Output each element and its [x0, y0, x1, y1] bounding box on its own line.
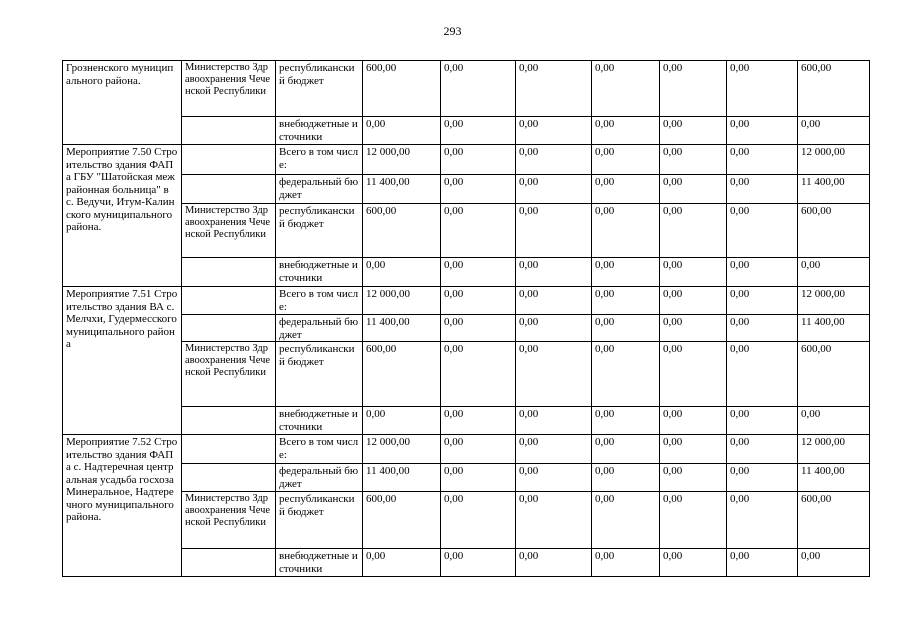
- amount-cell: 0,00: [727, 287, 798, 315]
- amount-cell: 12 000,00: [363, 145, 441, 175]
- amount-cell: 0,00: [727, 61, 798, 117]
- amount-cell: 0,00: [798, 117, 870, 145]
- amount-cell: 0,00: [516, 464, 592, 492]
- amount-cell: 0,00: [516, 407, 592, 435]
- funding-source-cell: федеральный бюджет: [276, 315, 363, 342]
- amount-cell: 0,00: [592, 61, 660, 117]
- funding-source-cell: внебюджетные источники: [276, 549, 363, 577]
- amount-cell: 0,00: [516, 117, 592, 145]
- page-number: 293: [443, 24, 462, 38]
- funding-source-cell: внебюджетные источники: [276, 407, 363, 435]
- amount-cell: 0,00: [660, 464, 727, 492]
- amount-cell: 0,00: [660, 204, 727, 258]
- amount-cell: 0,00: [516, 287, 592, 315]
- amount-cell: 12 000,00: [798, 145, 870, 175]
- funding-source-cell: Всего в том числе:: [276, 287, 363, 315]
- executor-cell: [182, 407, 276, 435]
- table-row: [63, 258, 870, 287]
- amount-cell: 0,00: [660, 117, 727, 145]
- amount-cell: 11 400,00: [798, 315, 870, 342]
- amount-cell: 0,00: [592, 549, 660, 577]
- amount-cell: 11 400,00: [363, 464, 441, 492]
- funding-source-cell: республиканский бюджет: [276, 492, 363, 549]
- amount-cell: 11 400,00: [798, 175, 870, 204]
- amount-cell: 600,00: [798, 61, 870, 117]
- amount-cell: 0,00: [441, 145, 516, 175]
- amount-cell: 0,00: [592, 287, 660, 315]
- amount-cell: 0,00: [592, 435, 660, 464]
- amount-cell: 0,00: [727, 435, 798, 464]
- amount-cell: 0,00: [516, 342, 592, 407]
- budget-table: [62, 60, 870, 577]
- amount-cell: 0,00: [516, 492, 592, 549]
- amount-cell: 11 400,00: [363, 315, 441, 342]
- amount-cell: 600,00: [363, 61, 441, 117]
- amount-cell: 0,00: [727, 315, 798, 342]
- amount-cell: 0,00: [660, 61, 727, 117]
- amount-cell: 0,00: [441, 549, 516, 577]
- amount-cell: 0,00: [592, 407, 660, 435]
- table-row: [63, 342, 870, 407]
- amount-cell: 0,00: [727, 407, 798, 435]
- amount-cell: 600,00: [798, 492, 870, 549]
- amount-cell: 0,00: [516, 204, 592, 258]
- amount-cell: 0,00: [727, 175, 798, 204]
- funding-source-cell: федеральный бюджет: [276, 464, 363, 492]
- amount-cell: 12 000,00: [798, 287, 870, 315]
- amount-cell: 0,00: [660, 435, 727, 464]
- amount-cell: 0,00: [798, 258, 870, 287]
- executor-cell: [182, 315, 276, 342]
- amount-cell: 0,00: [727, 492, 798, 549]
- funding-source-cell: республиканский бюджет: [276, 342, 363, 407]
- amount-cell: 0,00: [660, 287, 727, 315]
- amount-cell: 600,00: [363, 342, 441, 407]
- amount-cell: 0,00: [592, 464, 660, 492]
- table-row: [63, 464, 870, 492]
- amount-cell: 0,00: [363, 258, 441, 287]
- amount-cell: 0,00: [441, 315, 516, 342]
- amount-cell: 0,00: [516, 258, 592, 287]
- table-row: [63, 315, 870, 342]
- amount-cell: 0,00: [441, 204, 516, 258]
- amount-cell: 0,00: [441, 492, 516, 549]
- amount-cell: 600,00: [798, 342, 870, 407]
- measure-name-cell: Мероприятие 7.50 Строительство здания ФАПа ГБУ "Шатойская межрайонная больница" в с. Ведучи, Итум-Калинского муниципального района.: [63, 145, 182, 287]
- amount-cell: 0,00: [727, 145, 798, 175]
- table-row: [63, 61, 870, 117]
- measure-name-cell: Мероприятие 7.52 Строительство здания ФАПа с. Надтеречная центральная усадьба госхоза Минеральное, Надтеречного муниципального района.: [63, 435, 182, 577]
- amount-cell: 0,00: [660, 492, 727, 549]
- amount-cell: 0,00: [441, 407, 516, 435]
- amount-cell: 12 000,00: [363, 287, 441, 315]
- amount-cell: 0,00: [660, 407, 727, 435]
- amount-cell: 0,00: [363, 549, 441, 577]
- executor-cell: [182, 145, 276, 175]
- amount-cell: 0,00: [441, 258, 516, 287]
- amount-cell: 0,00: [660, 175, 727, 204]
- table-row: [63, 145, 870, 175]
- executor-cell: [182, 464, 276, 492]
- amount-cell: 0,00: [798, 549, 870, 577]
- table-row: [63, 435, 870, 464]
- funding-source-cell: республиканский бюджет: [276, 204, 363, 258]
- amount-cell: 0,00: [516, 549, 592, 577]
- funding-source-cell: Всего в том числе:: [276, 145, 363, 175]
- amount-cell: 0,00: [592, 492, 660, 549]
- amount-cell: 0,00: [516, 61, 592, 117]
- amount-cell: 0,00: [727, 464, 798, 492]
- amount-cell: 0,00: [441, 175, 516, 204]
- measure-name-cell: Мероприятие 7.51 Строительство здания ВА с. Мелчхи, Гудермесского муниципального района: [63, 287, 182, 435]
- executor-cell: [182, 435, 276, 464]
- amount-cell: 0,00: [516, 315, 592, 342]
- amount-cell: 11 400,00: [798, 464, 870, 492]
- funding-source-cell: федеральный бюджет: [276, 175, 363, 204]
- amount-cell: 0,00: [592, 145, 660, 175]
- amount-cell: 0,00: [660, 342, 727, 407]
- measure-name-cell: Грозненского муниципального района.: [63, 61, 182, 145]
- amount-cell: 0,00: [516, 435, 592, 464]
- executor-cell: Министерство Здравоохранения Чеченской Республики: [182, 204, 276, 258]
- funding-source-cell: внебюджетные источники: [276, 258, 363, 287]
- amount-cell: 0,00: [660, 549, 727, 577]
- executor-cell: [182, 175, 276, 204]
- amount-cell: 12 000,00: [798, 435, 870, 464]
- executor-cell: [182, 549, 276, 577]
- amount-cell: 0,00: [727, 549, 798, 577]
- amount-cell: 0,00: [441, 61, 516, 117]
- table-row: [63, 287, 870, 315]
- executor-cell: [182, 258, 276, 287]
- amount-cell: 0,00: [727, 204, 798, 258]
- amount-cell: 0,00: [660, 258, 727, 287]
- amount-cell: 0,00: [441, 464, 516, 492]
- executor-cell: Министерство Здравоохранения Чеченской Республики: [182, 492, 276, 549]
- amount-cell: 600,00: [363, 204, 441, 258]
- executor-cell: Министерство Здравоохранения Чеченской Республики: [182, 61, 276, 117]
- amount-cell: 0,00: [592, 258, 660, 287]
- table-row: [63, 492, 870, 549]
- amount-cell: 0,00: [516, 175, 592, 204]
- amount-cell: 600,00: [363, 492, 441, 549]
- amount-cell: 0,00: [592, 342, 660, 407]
- executor-cell: [182, 287, 276, 315]
- executor-cell: [182, 117, 276, 145]
- amount-cell: 0,00: [363, 407, 441, 435]
- amount-cell: 0,00: [441, 117, 516, 145]
- executor-cell: Министерство Здравоохранения Чеченской Республики: [182, 342, 276, 407]
- amount-cell: 0,00: [660, 315, 727, 342]
- table-row: [63, 549, 870, 577]
- amount-cell: 0,00: [660, 145, 727, 175]
- amount-cell: 0,00: [441, 435, 516, 464]
- funding-source-cell: Всего в том числе:: [276, 435, 363, 464]
- amount-cell: 0,00: [592, 117, 660, 145]
- amount-cell: 0,00: [441, 287, 516, 315]
- amount-cell: 0,00: [727, 258, 798, 287]
- table-row: [63, 117, 870, 145]
- amount-cell: 0,00: [592, 204, 660, 258]
- amount-cell: 0,00: [441, 342, 516, 407]
- amount-cell: 12 000,00: [363, 435, 441, 464]
- amount-cell: 0,00: [592, 175, 660, 204]
- table-row: [63, 407, 870, 435]
- amount-cell: 0,00: [363, 117, 441, 145]
- amount-cell: 0,00: [727, 342, 798, 407]
- amount-cell: 0,00: [516, 145, 592, 175]
- table-row: [63, 175, 870, 204]
- amount-cell: 0,00: [798, 407, 870, 435]
- amount-cell: 0,00: [727, 117, 798, 145]
- amount-cell: 11 400,00: [363, 175, 441, 204]
- funding-source-cell: внебюджетные источники: [276, 117, 363, 145]
- amount-cell: 600,00: [798, 204, 870, 258]
- table-row: [63, 204, 870, 258]
- amount-cell: 0,00: [592, 315, 660, 342]
- funding-source-cell: республиканский бюджет: [276, 61, 363, 117]
